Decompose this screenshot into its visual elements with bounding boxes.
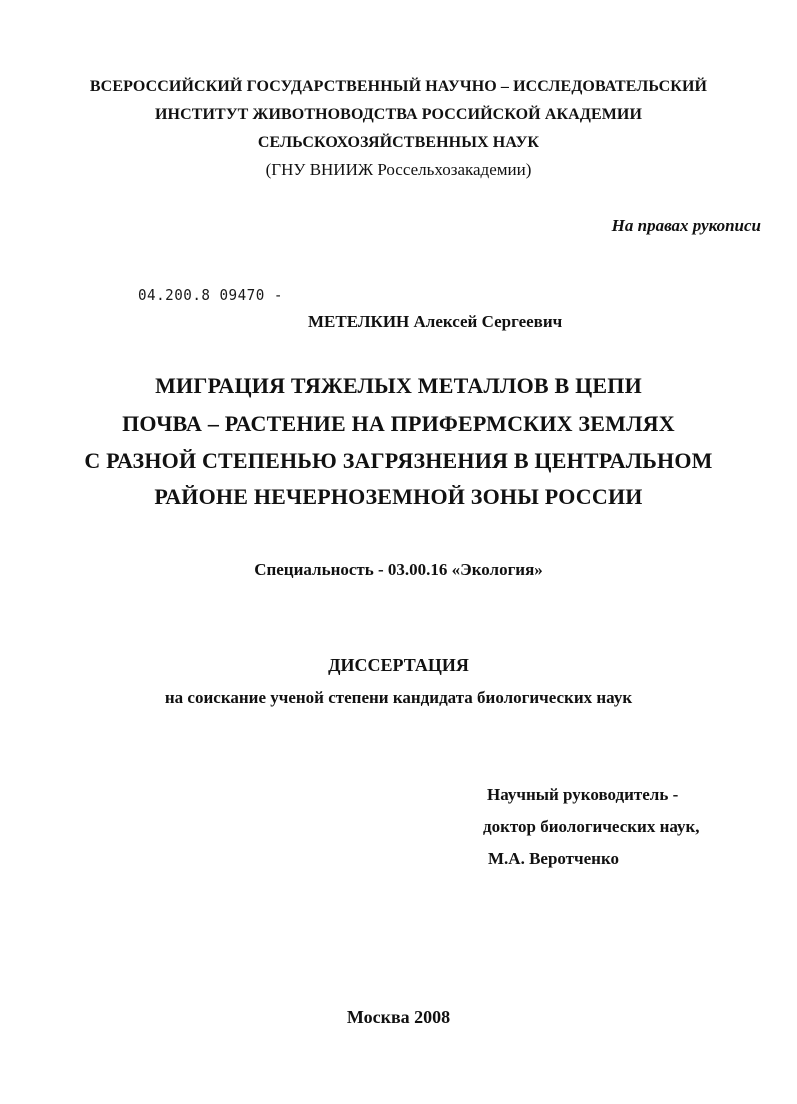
title-line-1: МИГРАЦИЯ ТЯЖЕЛЫХ МЕТАЛЛОВ В ЦЕПИ bbox=[155, 373, 642, 398]
specialty: Специальность - 03.00.16 «Экология» bbox=[254, 560, 543, 579]
advisor-degree: доктор биологических наук, bbox=[483, 817, 700, 836]
title-line-2: ПОЧВА – РАСТЕНИЕ НА ПРИФЕРМСКИХ ЗЕМЛЯХ bbox=[122, 411, 675, 436]
document-type: ДИССЕРТАЦИЯ bbox=[328, 655, 469, 675]
author-name: МЕТЕЛКИН Алексей Сергеевич bbox=[308, 312, 563, 331]
institution-abbreviation: (ГНУ ВНИИЖ Россельхозакадемии) bbox=[265, 160, 532, 179]
rights-note: На правах рукописи bbox=[611, 216, 761, 235]
institution-line-2: ИНСТИТУТ ЖИВОТНОВОДСТВА РОССИЙСКОЙ АКАДЕМИИ bbox=[154, 106, 643, 123]
institution-line-3: СЕЛЬСКОХОЗЯЙСТВЕННЫХ НАУК bbox=[257, 134, 540, 151]
city-year: Москва 2008 bbox=[346, 1007, 451, 1027]
registry-stamp: 04.200.8 09470 - bbox=[138, 286, 283, 304]
advisor-role: Научный руководитель - bbox=[487, 785, 679, 804]
advisor-name: М.А. Веротченко bbox=[488, 849, 620, 868]
title-line-3: С РАЗНОЙ СТЕПЕНЬЮ ЗАГРЯЗНЕНИЯ В ЦЕНТРАЛЬНОМ bbox=[84, 448, 713, 473]
institution-line-1: ВСЕРОССИЙСКИЙ ГОСУДАРСТВЕННЫЙ НАУЧНО – ИССЛЕДОВАТЕЛЬСКИЙ bbox=[89, 78, 708, 95]
title-line-4: РАЙОНЕ НЕЧЕРНОЗЕМНОЙ ЗОНЫ РОССИИ bbox=[154, 484, 643, 509]
degree-statement: на соискание ученой степени кандидата биологических наук bbox=[164, 688, 633, 707]
